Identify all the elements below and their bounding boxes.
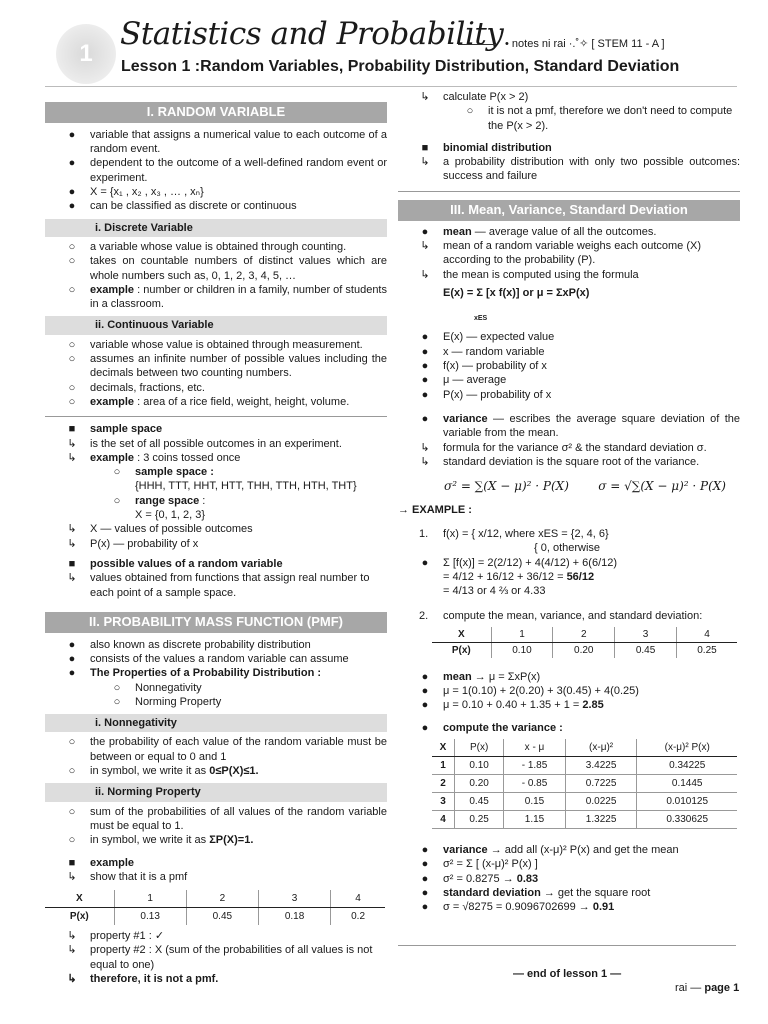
arrow-bullet-icon: ↳ (420, 268, 430, 281)
range-space-value: X = {0, 1, 2, 3} (135, 509, 206, 522)
list-item: ↳ mean of a random variable weighs each outcome (X) according to the probability (P). (398, 239, 740, 268)
footer-divider (398, 945, 736, 946)
table-header-cell: X (432, 739, 454, 757)
list-item: ● variance → add all (x-μ)² P(x) and get the mean (398, 843, 740, 857)
square-bullet-icon: ■ (421, 141, 429, 154)
list-item: ↳ X — values of possible outcomes (45, 522, 387, 536)
circle-bullet-icon: ○ (113, 466, 121, 479)
table-row (432, 774, 737, 792)
list-item: ↳ example : 3 coins tossed once (45, 451, 387, 465)
page-title: Statistics and Probability (120, 16, 504, 52)
example-heading: ■ example (45, 856, 387, 870)
table-cell: 0.010125 (637, 792, 737, 810)
arrow-bullet-icon: ↳ (420, 441, 430, 454)
table-cell: 1 (432, 756, 454, 774)
list-item: ○ range space : (45, 494, 387, 508)
bullet-icon: ● (421, 360, 429, 373)
arrow-bullet-icon: ↳ (67, 930, 77, 943)
table-cell: - 1.85 (504, 756, 566, 774)
list-item: ○ variable whose value is obtained through measurement. (45, 338, 387, 352)
list-item: ● μ — average (398, 373, 740, 387)
bullet-icon: ● (421, 388, 429, 401)
list-item: ● μ = 0.10 + 0.40 + 1.35 + 1 = 2.85 (398, 698, 740, 712)
arrow-bullet-icon: ↳ (67, 451, 77, 464)
arrow-bullet-icon: ↳ (67, 523, 77, 536)
list-item: ● σ² = 0.8275 → 0.83 (398, 872, 740, 886)
bullet-icon: ● (421, 225, 429, 238)
table-cell: 2 (186, 890, 258, 908)
section-heading-pmf: II. PROBABILITY MASS FUNCTION (PMF) (45, 612, 387, 633)
example-heading: → EXAMPLE : (398, 503, 472, 516)
bullet-icon: ● (68, 128, 76, 141)
circle-bullet-icon: ○ (68, 353, 76, 366)
arrow-bullet-icon: ↳ (67, 537, 77, 550)
arrow-bullet-icon: ↳ (67, 973, 77, 986)
table-cell: 0.0225 (565, 792, 637, 810)
circle-bullet-icon: ○ (68, 240, 76, 253)
list-item: ○ sum of the probabilities of all values of the random variable must be equal to 1. (45, 805, 387, 834)
end-of-lesson: — end of lesson 1 — (513, 968, 622, 980)
table-cell: 0.1445 (637, 774, 737, 792)
list-item: ↳ show that it is a pmf (45, 870, 387, 884)
list-item: ● mean — average value of all the outcomes. (398, 225, 740, 239)
table-cell: 0.34225 (637, 756, 737, 774)
table-cell: 3 (258, 890, 330, 908)
list-item: ↳ calculate P(x > 2) (398, 90, 740, 104)
bullet-icon: ● (421, 556, 429, 569)
bullet-icon: ● (421, 345, 429, 358)
list-item: ● E(x) — expected value (398, 330, 740, 344)
arrow-bullet-icon: ↳ (420, 455, 430, 468)
list-item: ○ in symbol, we write it as ΣP(X)=1. (45, 833, 387, 847)
list-item: ↳ property #1 : ✓ (45, 929, 387, 943)
lesson-subtitle: Lesson 1 :Random Variables, Probability Distribution, Standard Deviation (121, 58, 680, 75)
circle-bullet-icon: ○ (68, 736, 76, 749)
list-item: = 4/12 + 16/12 + 36/12 = 56/12 (443, 570, 595, 583)
subheading-norming-property: ii. Norming Property (45, 783, 387, 801)
list-item: ○ a variable whose value is obtained through counting. (45, 240, 387, 254)
function-otherwise: { 0, otherwise (534, 542, 601, 555)
list-item: ● can be classified as discrete or continuous (45, 199, 387, 213)
subheading-nonnegativity: i. Nonnegativity (45, 714, 387, 732)
table-header-cell: P(x) (451, 644, 471, 656)
list-item: ↳ formula for the variance σ² & the standard deviation σ. (398, 441, 740, 455)
list-item: ● P(x) — probability of x (398, 388, 740, 402)
list-item: ● dependent to the outcome of a well-defined random event or experiment. (45, 156, 387, 185)
table-cell: 3.4225 (565, 756, 637, 774)
table-header-cell: (x-μ)² P(x) (637, 739, 737, 757)
lesson-number: 1 (79, 40, 93, 68)
list-item: ● variable that assigns a numerical value to each outcome of a random event. (45, 128, 387, 157)
header-divider (45, 86, 737, 87)
table-cell: 2 (553, 627, 615, 643)
arrow-bullet-icon: ↳ (67, 572, 77, 585)
list-item: ● mean → μ = ΣxP(x) (398, 670, 740, 684)
bullet-icon: ● (421, 670, 429, 683)
binomial-heading: ■ binomial distribution (398, 141, 740, 155)
bullet-icon: ● (421, 858, 429, 871)
possible-values-heading: ■ possible values of a random variable (45, 557, 387, 571)
header-notes: • notes ni rai ·.˚✧ [ STEM 11 - A ] (505, 38, 665, 50)
table-header-cell: P(x) (454, 739, 503, 757)
table-row (432, 756, 737, 774)
table-cell: 2 (432, 774, 454, 792)
circle-bullet-icon: ○ (68, 765, 76, 778)
bullet-icon: ● (421, 412, 429, 425)
circle-bullet-icon: ○ (68, 395, 76, 408)
bullet-icon: ● (421, 886, 429, 899)
lesson-number-badge (56, 24, 116, 84)
sd-formula: σ = √∑(X − μ)² · P(X) (598, 479, 726, 494)
circle-bullet-icon: ○ (68, 338, 76, 351)
arrow-bullet-icon: ↳ (67, 944, 77, 957)
arrow-bullet-icon: ↳ (67, 870, 77, 883)
list-item: ↳ P(x) — probability of x (45, 537, 387, 551)
subheading-continuous-variable: ii. Continuous Variable (45, 316, 387, 334)
bullet-icon: ● (68, 638, 76, 651)
bullet-icon: ● (421, 331, 429, 344)
table-cell: 4 (331, 890, 385, 908)
list-item: ● X = {x₁ , x₂ , x₃ , … , xₙ} (45, 185, 387, 199)
table-header-cell: (x-μ)² (565, 739, 637, 757)
table-cell: 0.2 (331, 908, 385, 926)
circle-bullet-icon: ○ (68, 805, 76, 818)
table-cell: 0.7225 (565, 774, 637, 792)
list-item: ↳ standard deviation is the square root of the variance. (398, 455, 740, 469)
arrow-bullet-icon: ↳ (420, 91, 430, 103)
mean-formula: E(x) = Σ [x f(x)] or μ = ΣxP(x) $_{xES}$ (443, 286, 590, 323)
list-item: ● x — random variable (398, 345, 740, 359)
list-item: ● standard deviation → get the square root (398, 886, 740, 900)
table-header-cell: X (432, 627, 491, 643)
table-cell: 0.25 (676, 642, 737, 658)
list-item: = 4/13 or 4 ⅔ or 4.33 (443, 585, 546, 598)
table-row (432, 739, 737, 757)
table-cell: 0.330625 (637, 810, 737, 828)
list-item: ● consists of the values a random variable can assume (45, 652, 387, 666)
pmf-example-table (45, 890, 385, 925)
circle-bullet-icon: ○ (68, 381, 76, 394)
bullet-icon: ● (68, 652, 76, 665)
list-item: ● f(x) — probability of x (398, 359, 740, 373)
right-column (398, 90, 740, 914)
list-item: ↳ property #2 : X (sum of the probabilities of all values is not equal to one) (45, 943, 387, 972)
circle-bullet-icon: ○ (68, 834, 76, 847)
bullet-icon: ● (421, 685, 429, 698)
table-cell: 0.10 (491, 642, 553, 658)
square-bullet-icon: ■ (68, 423, 76, 436)
table-cell: 1 (491, 627, 553, 643)
numbered-item: 2. compute the mean, variance, and standard deviation: (419, 609, 703, 622)
list-item: ○ takes on countable numbers of distinct values which are whole numbers such as, 0, 1, 2, 3, 4, 5, … (45, 254, 387, 283)
square-bullet-icon: ■ (68, 856, 76, 869)
page-number: rai — page 1 (675, 982, 740, 994)
sample-space-value: {HHH, TTT, HHT, HTT, THH, TTH, HTH, THT} (135, 480, 357, 493)
circle-bullet-icon: ○ (113, 494, 121, 507)
table-cell: 1.3225 (565, 810, 637, 828)
section-divider (398, 191, 740, 192)
list-item: ○ example : area of a rice field, weight, height, volume. (45, 395, 387, 409)
table-cell: 4 (432, 810, 454, 828)
square-bullet-icon: ■ (68, 557, 76, 570)
table-row (432, 642, 737, 658)
arrow-bullet-icon: ↳ (420, 156, 430, 169)
bullet-icon: ● (421, 872, 429, 885)
list-item: ○ example : number or children in a family, number of students in a classroom. (45, 283, 387, 312)
table-header-cell: X (45, 890, 114, 908)
bullet-icon: ● (421, 843, 429, 856)
list-item: ↳ the mean is computed using the formula (398, 268, 740, 282)
bullet-icon: ● (421, 699, 429, 712)
variance-formula: σ² = ∑(X − μ)² · P(X) (444, 479, 569, 494)
table-row (432, 810, 737, 828)
bullet-icon: ● (68, 157, 76, 170)
bullet-icon: ● (68, 667, 76, 680)
list-item: ○ it is not a pmf, therefore we don't need to compute the P(x > 2). (398, 104, 740, 133)
table-cell: 1.15 (504, 810, 566, 828)
table-cell: 0.45 (186, 908, 258, 926)
table-cell: 0.20 (553, 642, 615, 658)
list-item: ● variance — escribes the average square deviation of the variable from the mean. (398, 412, 740, 441)
list-item: ↳ is the set of all possible outcomes in an experiment. (45, 437, 387, 451)
table-cell: 0.13 (114, 908, 186, 926)
circle-bullet-icon: ○ (68, 283, 76, 296)
table-cell: 0.20 (454, 774, 503, 792)
list-item: ↳ values obtained from functions that assign real number to each point of a sample space. (45, 571, 387, 600)
section-heading-random-variable: I. RANDOM VARIABLE (45, 102, 387, 123)
bullet-icon: ● (68, 200, 76, 213)
table-cell: 0.10 (454, 756, 503, 774)
table-cell: 3 (615, 627, 677, 643)
subheading-discrete-variable: i. Discrete Variable (45, 219, 387, 237)
bullet-icon: ● (68, 186, 76, 199)
left-column (45, 90, 387, 986)
circle-bullet-icon: ○ (113, 695, 121, 708)
table-cell: 0.45 (454, 792, 503, 810)
list-item: ○ sample space : (45, 465, 387, 479)
table-cell: 4 (676, 627, 737, 643)
title-divider (458, 44, 496, 45)
sample-space-heading: ■ sample space (45, 422, 387, 436)
bullet-icon: ● (421, 721, 429, 734)
section-divider (45, 416, 387, 417)
list-item: ↳ a probability distribution with only two possible outcomes: success and failure (398, 155, 740, 184)
numbered-item: 1. f(x) = { x/12, where xES = {2, 4, 6} (419, 528, 609, 541)
list-item: ○ Norming Property (45, 695, 387, 709)
table-cell: - 0.85 (504, 774, 566, 792)
list-item: ● σ = √8275 = 0.9096702699 → 0.91 (398, 900, 740, 914)
bullet-icon: ● (421, 374, 429, 387)
variance-sd-formulas (398, 479, 740, 495)
list-item: ● compute the variance : (398, 721, 740, 735)
table-header-cell: x - μ (504, 739, 566, 757)
list-item: ● σ² = Σ [ (x-μ)² P(x) ] (398, 857, 740, 871)
table-header-cell: P(x) (69, 911, 89, 923)
table-row (432, 627, 737, 643)
list-item: ○ assumes an infinite number of possible values including the decimals between two counting numbers. (45, 352, 387, 381)
table-row (45, 890, 385, 908)
table-cell: 0.15 (504, 792, 566, 810)
list-item: ● also known as discrete probability distribution (45, 638, 387, 652)
table-cell: 0.18 (258, 908, 330, 926)
list-item: ○ Nonnegativity (45, 681, 387, 695)
table-row (45, 908, 385, 926)
list-item: ● The Properties of a Probability Distribution : (45, 666, 387, 680)
table-cell: 0.25 (454, 810, 503, 828)
list-item: ○ decimals, fractions, etc. (45, 381, 387, 395)
circle-bullet-icon: ○ (466, 105, 474, 118)
variance-table (432, 739, 737, 829)
table-row (432, 792, 737, 810)
list-item: ↳ therefore, it is not a pmf. (45, 972, 387, 986)
section-heading-mean-variance: III. Mean, Variance, Standard Deviation (398, 200, 740, 221)
table-cell: 3 (432, 792, 454, 810)
bullet-icon: ● (421, 901, 429, 914)
list-item: ● Σ [f(x)] = 2(2/12) + 4(4/12) + 6(6/12) (398, 556, 740, 570)
circle-bullet-icon: ○ (113, 681, 121, 694)
circle-bullet-icon: ○ (68, 255, 76, 268)
distribution-table (432, 627, 737, 658)
table-cell: 0.45 (615, 642, 677, 658)
list-item: ● μ = 1(0.10) + 2(0.20) + 3(0.45) + 4(0.25) (398, 684, 740, 698)
table-cell: 1 (114, 890, 186, 908)
list-item: ○ in symbol, we write it as 0≤P(X)≤1. (45, 764, 387, 778)
arrow-bullet-icon: ↳ (67, 437, 77, 450)
list-item: ○ the probability of each value of the random variable must be between or equal to 0 and 1 (45, 735, 387, 764)
arrow-bullet-icon: ↳ (420, 239, 430, 252)
